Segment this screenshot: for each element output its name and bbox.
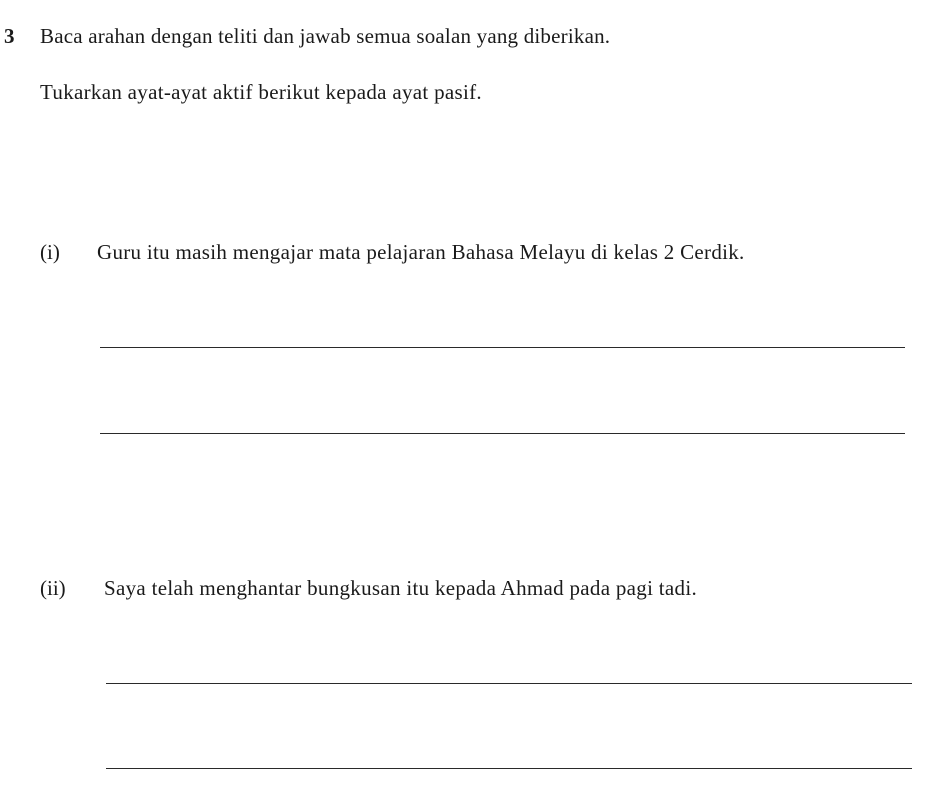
part-ii-answer-line-1[interactable] [106,683,912,684]
question-instruction: Baca arahan dengan teliti dan jawab semua soalan yang diberikan. [40,24,611,48]
part-ii-sentence: Saya telah menghantar bungkusan itu kepada Ahmad pada pagi tadi. [104,576,698,600]
part-ii-answer-line-2[interactable] [106,768,912,769]
part-i-answer-line-1[interactable] [100,347,905,348]
part-i-answer-line-2[interactable] [100,433,905,434]
task-instruction: Tukarkan ayat-ayat aktif berikut kepada ayat pasif. [40,80,482,104]
part-i-label: (i) [40,240,60,264]
question-number: 3 [4,24,15,48]
part-i-sentence: Guru itu masih mengajar mata pelajaran Bahasa Melayu di kelas 2 Cerdik. [97,240,745,264]
part-ii-label: (ii) [40,576,66,600]
